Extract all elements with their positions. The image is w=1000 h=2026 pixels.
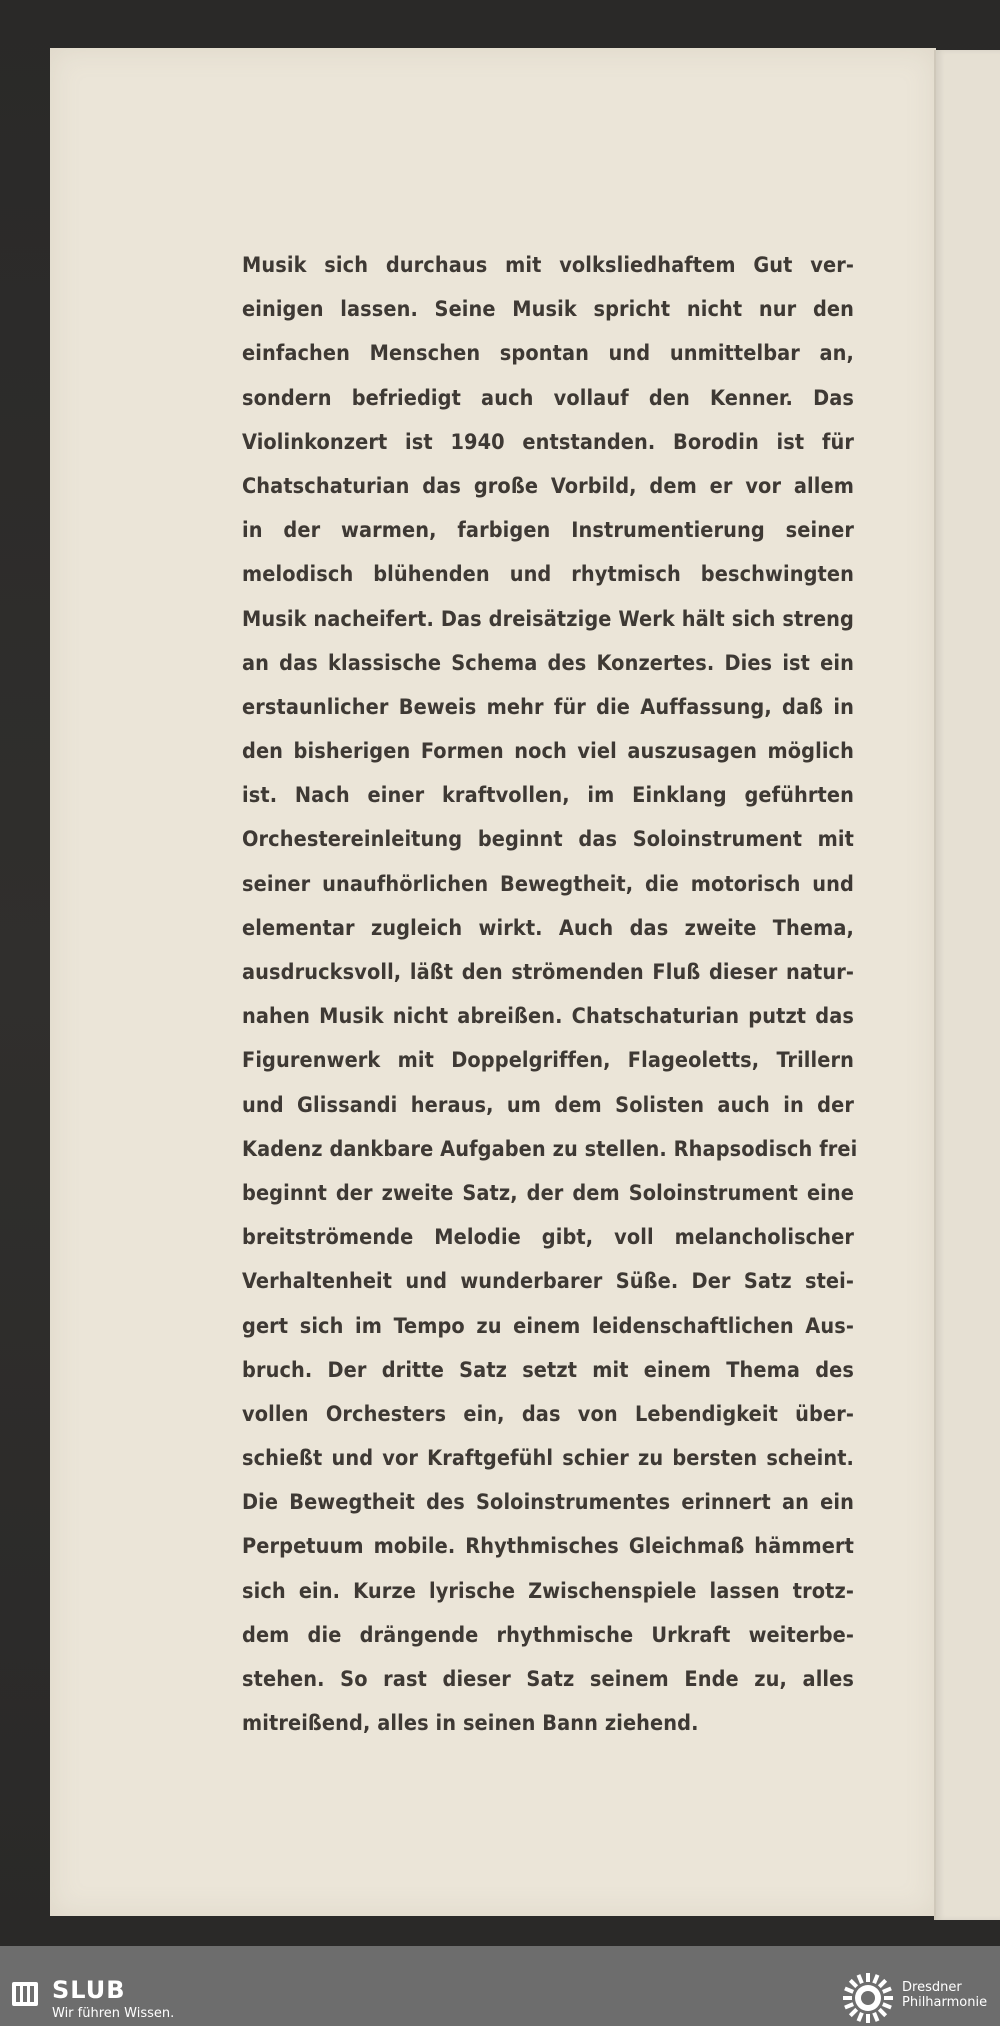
text-line: bruch. Der dritte Satz setzt mit einem Thema des [242, 1357, 854, 1383]
partner-name-line2: Philharmonie [902, 1995, 988, 2010]
text-line: Orchestereinleitung beginnt das Soloinstrument mit [242, 827, 854, 853]
text-line: gert sich im Tempo zu einem leidenschaftlichen Aus- [242, 1313, 854, 1339]
document-page [50, 48, 936, 1916]
text-line: den bisherigen Formen noch viel auszusagen möglich [242, 739, 854, 765]
text-line-last: mitreißend, alles in seinen Bann ziehend. [242, 1711, 699, 1737]
text-line: Violinkonzert ist 1940 entstanden. Borodin ist für [242, 429, 854, 455]
text-line: Musik sich durchaus mit volksliedhaftem Gut ver- [242, 253, 854, 278]
partner-name-line1: Dresdner [902, 1980, 962, 1995]
text-line: an das klassische Schema des Konzertes. Dies ist ein [242, 650, 854, 676]
philharmonie-logo-icon[interactable] [842, 1972, 894, 2024]
slub-logo-icon[interactable] [12, 1982, 42, 2008]
text-line: sich ein. Kurze lyrische Zwischenspiele lassen trotz- [242, 1578, 854, 1604]
text-line: nahen Musik nicht abreißen. Chatschaturian putzt das [242, 1004, 854, 1030]
text-line: stehen. So rast dieser Satz seinem Ende zu, alles [242, 1667, 854, 1692]
partner-name[interactable] [902, 1980, 987, 2010]
text-line: Musik nacheifert. Das dreisätzige Werk hält sich streng [242, 606, 854, 632]
text-line: ausdrucksvoll, läßt den strömenden Fluß dieser natur- [242, 960, 854, 985]
document-body-text [242, 244, 858, 1746]
text-line: dem die drängende rhythmische Urkraft weiterbe- [242, 1622, 854, 1648]
text-line: Kadenz dankbare Aufgaben zu stellen. Rhapsodisch frei [242, 1136, 858, 1162]
text-line: erstaunlicher Beweis mehr für die Auffassung, daß in [242, 694, 854, 720]
text-line: breitströmende Melodie gibt, voll melancholischer [242, 1225, 854, 1251]
text-line: Die Bewegtheit des Soloinstrumentes erinnert an ein [242, 1490, 854, 1516]
text-line: ist. Nach einer kraftvollen, im Einklang geführten [242, 783, 854, 809]
footer-bar [0, 1946, 1000, 2026]
text-line: vollen Orchesters ein, das von Lebendigkeit über- [242, 1401, 854, 1427]
adjacent-page-edge [934, 50, 1000, 1920]
text-line: Perpetuum mobile. Rhythmisches Gleichmaß hämmert [242, 1534, 854, 1560]
text-line: elementar zugleich wirkt. Auch das zweite Thema, [242, 915, 854, 941]
text-line: schießt und vor Kraftgefühl schier zu bersten scheint. [242, 1446, 854, 1472]
text-line: Verhaltenheit und wunderbarer Süße. Der Satz stei- [242, 1269, 854, 1295]
text-line: sondern befriedigt auch vollauf den Kenner. Das [242, 385, 854, 411]
text-line: einfachen Menschen spontan und unmittelbar an, [242, 341, 854, 367]
text-line: und Glissandi heraus, um dem Solisten auch in der [242, 1092, 854, 1118]
text-line: einigen lassen. Seine Musik spricht nicht nur den [242, 297, 854, 323]
text-line: melodisch blühenden und rhytmisch beschwingten [242, 562, 854, 588]
text-line: Chatschaturian das große Vorbild, dem er vor allem [242, 473, 854, 499]
text-line: in der warmen, farbigen Instrumentierung seiner [242, 518, 854, 544]
text-line: beginnt der zweite Satz, der dem Soloinstrument eine [242, 1180, 854, 1206]
text-line: seiner unaufhörlichen Bewegtheit, die motorisch und [242, 871, 854, 897]
text-line: Figurenwerk mit Doppelgriffen, Flageoletts, Trillern [242, 1048, 854, 1074]
library-name[interactable]: SLUB [52, 1976, 126, 2004]
library-tagline: Wir führen Wissen. [52, 2006, 175, 2021]
